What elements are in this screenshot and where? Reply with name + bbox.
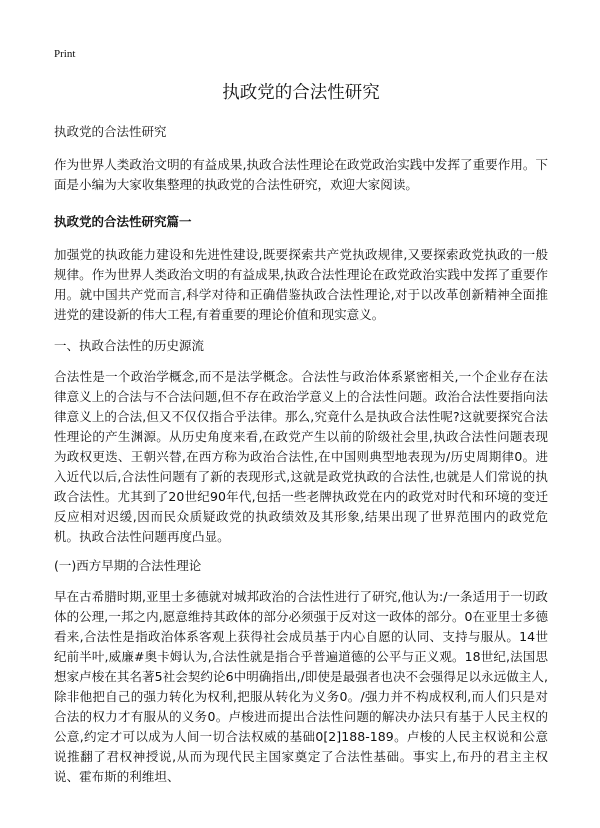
paragraph-3: 早在古希腊时期,亚里士多德就对城邦政治的合法性进行了研究,他认为:/一条适用于一切政体的公理,一邦之内,愿意维持其政体的部分必须强于反对这一政体的部分。0在亚里士多德看来,合法性是指政治体系客观上获得社会成员基于内心自愿的认同、支持与服从。14世纪前半叶,威廉#奥卡姆认为,合法性就是指合乎普遍道德的公平与正义观。18世纪,法国思想家卢梭在其名著5社会契约论6中明确指出,/即使是最强者也决不会强得足以永远做主人,除非他把自己的强力转化为权利,把服从转化为义务0。/强力并不构成权利,而人们只是对合法的权力才有服从的义务0。卢梭进而提出合法性问题的解决办法只有基于人民主权的公意,约定才可以成为人间一切合法权威的基础0[2]188-189。卢梭的人民主权说和公意说推翻了君权神授说,从而为现代民主国家奠定了合法性基础。事实上,布丹的君主主权说、霍布斯的利维坦、 <box>54 589 548 784</box>
section-title: 执政党的合法性研究篇一 <box>54 214 192 229</box>
article-title: 执政党的合法性研究 <box>222 83 380 103</box>
print-label[interactable]: Print <box>54 48 76 60</box>
paragraph-1: 加强党的执政能力建设和先进性建设,既要探索共产党执政规律,又要探索政党执政的一般规律。作为世界人类政治文明的有益成果,执政合法性理论在政党政治实践中发挥了重要作用。就中国共产党而言,科学对待和正确借鉴执政合法性理论,对于以改革创新精神全面推进党的建设新的伟大工程,有着重要的理论价值和现实意义。 <box>54 247 548 322</box>
article-subtitle: 执政党的合法性研究 <box>54 124 167 139</box>
heading-western-theory: (一)西方早期的合法性理论 <box>54 558 202 573</box>
heading-history: 一、执政合法性的历史源流 <box>54 338 205 353</box>
paragraph-2: 合法性是一个政治学概念,而不是法学概念。合法性与政治体系紧密相关,一个企业存在法律意义上的合法与不合法问题,但不存在政治学意义上的合法性问题。政治合法性要指向法律意义上的合法,但又不仅仅指合乎法律。那么,究竟什么是执政合法性呢?这就要探究合法性理论的产生渊源。从历史角度来看,在政党产生以前的阶级社会里,执政合法性问题表现为政权更迭、王朝兴替,在西方称为政治合法性,在中国则典型地表现为/历史周期律0。进入近代以后,合法性问题有了新的表现形式,这就是政党执政的合法性,也就是人们常说的执政合法性。尤其到了20世纪90年代,包括一些老牌执政党在内的政党对时代和环境的变迁反应相对迟缓,因而民众质疑政党的执政绩效及其形象,结果出现了世界范围内的政党危机。执政合法性问题再度凸显。 <box>54 369 548 544</box>
intro-paragraph: 作为世界人类政治文明的有益成果,执政合法性理论在政党政治实践中发挥了重要作用。下面是小编为大家收集整理的执政党的合法性研究，欢迎大家阅读。 <box>54 157 548 192</box>
